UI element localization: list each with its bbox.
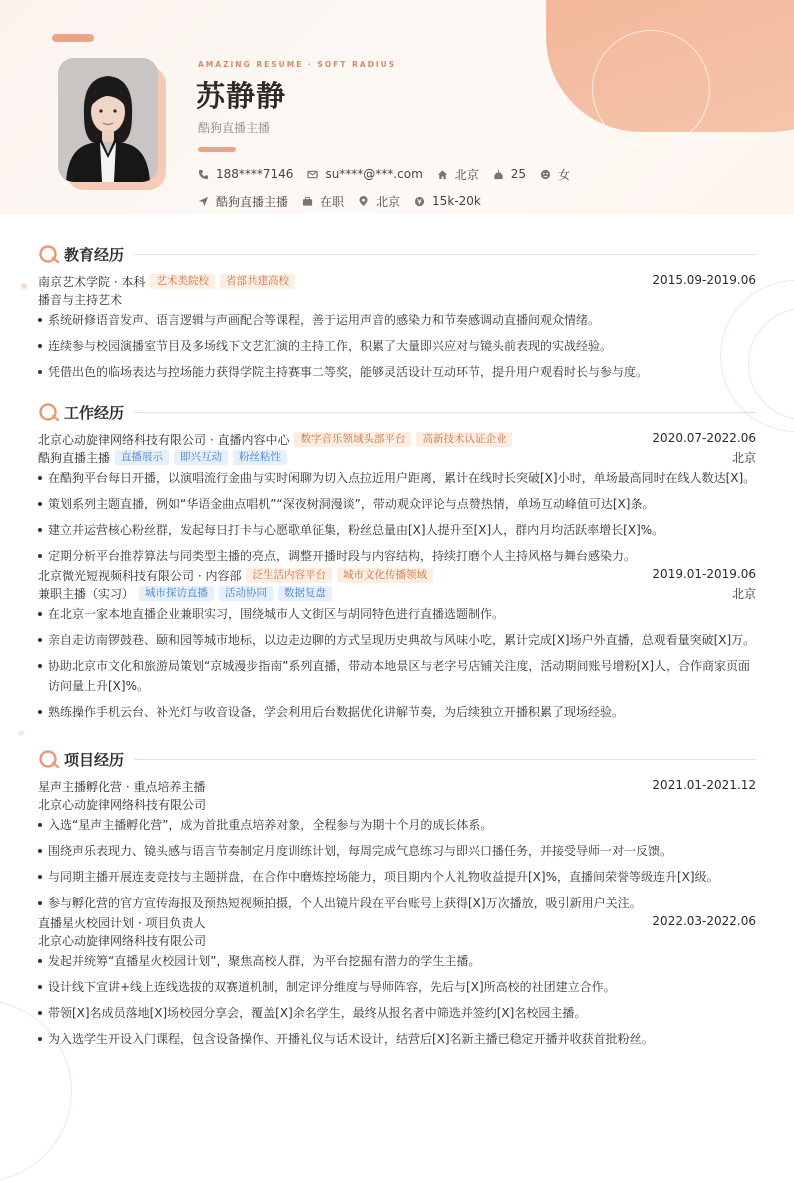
education-major: 播音与主持艺术 bbox=[38, 293, 123, 307]
list-item: 系统研修语音发声、语言逻辑与声画配合等课程，善于运用声音的感染力和节奏感调动直播间观众情绪。 bbox=[38, 310, 756, 330]
section-title-icon bbox=[38, 401, 60, 423]
list-item: 建立并运营核心粉丝群，发起每日打卡与心愿歌单征集，粉丝总量由[X]人提升至[X]人，群内月均活跃率增长[X]%。 bbox=[38, 520, 756, 540]
education-date: 2015.09-2019.06 bbox=[652, 273, 756, 287]
list-item: 亲自走访南锣鼓巷、颐和园等城市地标，以边走边聊的方式呈现历史典故与风味小吃，累计完成[X]场户外直播，总观看量突破[X]万。 bbox=[38, 630, 756, 650]
company-name: 北京心动旋律网络科技有限公司 · 直播内容中心 bbox=[38, 433, 290, 447]
school-tag: 省部共建高校 bbox=[220, 274, 295, 289]
section-title-icon bbox=[38, 243, 60, 265]
mail-icon bbox=[307, 169, 318, 180]
section-title-icon bbox=[38, 748, 60, 770]
list-item: 连续参与校园演播室节目及多场线下文艺汇演的主持工作，积累了大量即兴应对与镜头前表现的实战经验。 bbox=[38, 336, 756, 356]
list-item: 为入选学生开设入门课程，包含设备操作、开播礼仪与话术设计，结营后[X]名新主播已稳定开播并收获首批粉丝。 bbox=[38, 1029, 756, 1049]
intent-salary: 15k-20k bbox=[414, 194, 481, 208]
job-bullets bbox=[38, 604, 756, 722]
role-tag: 直播展示 bbox=[115, 450, 169, 465]
company-tag: 高新技术认证企业 bbox=[416, 432, 512, 447]
work-section bbox=[38, 401, 756, 728]
job-intent-row bbox=[198, 193, 495, 209]
home-icon bbox=[437, 169, 448, 180]
header-accent-pill bbox=[52, 34, 94, 42]
section-divider bbox=[134, 759, 756, 760]
list-item: 凭借出色的临场表达与控场能力获得学院主持赛事二等奖，能够灵活设计互动环节，提升用户观看时长与参与度。 bbox=[38, 362, 756, 382]
role-tag: 活动协同 bbox=[219, 586, 273, 601]
contact-age: 25 bbox=[493, 167, 526, 181]
section-title: 工作经历 bbox=[64, 403, 125, 422]
avatar bbox=[58, 58, 158, 182]
name-underline bbox=[198, 147, 236, 152]
section-divider bbox=[134, 254, 756, 255]
project-name: 星声主播孵化营 · 重点培养主播 bbox=[38, 780, 206, 794]
project-org: 北京心动旋律网络科技有限公司 bbox=[38, 798, 207, 812]
job-role-row bbox=[38, 449, 756, 467]
list-item: 与同期主播开展连麦竞技与主题拼盘，在合作中磨炼控场能力，项目期内个人礼物收益提升[X]%，直播间荣誉等级连升[X]级。 bbox=[38, 867, 756, 887]
school-name: 南京艺术学院 · 本科 bbox=[38, 275, 146, 289]
cake-icon bbox=[493, 169, 504, 180]
education-entry-header bbox=[38, 273, 756, 291]
list-item: 围绕声乐表现力、镜头感与语言节奏制定月度训练计划，每周完成气息练习与即兴口播任务，并接受导师一对一反馈。 bbox=[38, 841, 756, 861]
projects-section bbox=[38, 748, 756, 1055]
project-date: 2021.01-2021.12 bbox=[652, 778, 756, 792]
list-item: 带领[X]名成员落地[X]场校园分享会，覆盖[X]余名学生，最终从报名者中筛选并签约[X]名校园主播。 bbox=[38, 1003, 756, 1023]
job-city: 北京 bbox=[731, 451, 756, 465]
list-item: 入选“星声主播孵化营”，成为首批重点培养对象，全程参与为期十个月的成长体系。 bbox=[38, 815, 756, 835]
project-name: 直播星火校园计划 · 项目负责人 bbox=[38, 916, 206, 930]
gender-icon bbox=[540, 169, 551, 180]
salary-icon bbox=[414, 196, 425, 207]
project-org: 北京心动旋律网络科技有限公司 bbox=[38, 934, 207, 948]
list-item: 协助北京市文化和旅游局策划“京城漫步指南”系列直播，带动本地景区与老字号店铺关注度，活动期间账号增粉[X]人，合作商家页面访问量上升[X]%。 bbox=[38, 656, 756, 696]
list-item: 参与孵化营的官方宣传海报及预热短视频拍摄，个人出镜片段在平台账号上获得[X]万次播放，吸引新用户关注。 bbox=[38, 893, 756, 913]
job-date: 2019.01-2019.06 bbox=[652, 567, 756, 581]
section-title: 教育经历 bbox=[64, 245, 125, 264]
list-item: 发起并统筹“直播星火校园计划”，聚焦高校人群，为平台挖掘有潜力的学生主播。 bbox=[38, 951, 756, 971]
project-date: 2022.03-2022.06 bbox=[652, 914, 756, 928]
role-tag: 即兴互动 bbox=[174, 450, 228, 465]
job-role: 兼职主播（实习） bbox=[38, 587, 135, 601]
contact-email: su****@***.com bbox=[307, 167, 422, 181]
project-entry-header bbox=[38, 914, 756, 932]
company-tag: 泛生活内容平台 bbox=[246, 568, 332, 583]
contact-gender: 女 bbox=[540, 166, 570, 183]
company-name: 北京微光短视频科技有限公司 · 内容部 bbox=[38, 569, 242, 583]
job-entry-header bbox=[38, 431, 756, 449]
header-decor-ring bbox=[592, 30, 710, 148]
project-bullets bbox=[38, 815, 756, 913]
location-pin-icon bbox=[358, 196, 369, 207]
contact-row bbox=[198, 166, 584, 182]
section-divider bbox=[134, 412, 756, 413]
job-bullets bbox=[38, 468, 756, 566]
section-header bbox=[38, 243, 756, 265]
decor-dot bbox=[18, 730, 24, 736]
job-role-row bbox=[38, 585, 756, 603]
list-item: 定期分析平台推荐算法与同类型主播的亮点，调整开播时段与内容结构，持续打磨个人主持风格与舞台感染力。 bbox=[38, 546, 756, 566]
project-bullets bbox=[38, 951, 756, 1049]
intent-position: 酷狗直播主播 bbox=[198, 193, 288, 210]
role-tag: 粉丝粘性 bbox=[233, 450, 287, 465]
contact-hometown: 北京 bbox=[437, 166, 479, 183]
job-entry-header bbox=[38, 567, 756, 585]
list-item: 在北京一家本地直播企业兼职实习，围绕城市人文街区与胡同特色进行直播选题制作。 bbox=[38, 604, 756, 624]
candidate-title: 酷狗直播主播 bbox=[198, 121, 271, 135]
list-item: 设计线下宣讲+线上连线选拔的双赛道机制，制定评分维度与导师阵容，先后与[X]所高校的社团建立合作。 bbox=[38, 977, 756, 997]
phone-icon bbox=[198, 169, 209, 180]
list-item: 熟练操作手机云台、补光灯与收音设备，学会利用后台数据优化讲解节奏，为后续独立开播积累了现场经验。 bbox=[38, 702, 756, 722]
role-tag: 城市探访直播 bbox=[139, 586, 214, 601]
project-entry-header bbox=[38, 778, 756, 796]
intent-city: 北京 bbox=[358, 193, 400, 210]
briefcase-icon bbox=[302, 196, 313, 207]
decor-dot bbox=[21, 283, 27, 289]
header-kicker: AMAZING RESUME · SOFT RADIUS bbox=[198, 60, 397, 69]
school-tag: 艺术类院校 bbox=[150, 274, 215, 289]
company-tag: 数字音乐领域头部平台 bbox=[294, 432, 411, 447]
job-date: 2020.07-2022.06 bbox=[652, 431, 756, 445]
contact-phone: 188****7146 bbox=[198, 167, 293, 181]
candidate-name: 苏静静 bbox=[196, 79, 287, 113]
company-tag: 城市文化传播领域 bbox=[337, 568, 433, 583]
list-item: 策划系列主题直播，例如“华语金曲点唱机”“深夜树洞漫谈”，带动观众评论与点赞热情，单场互动峰值可达[X]条。 bbox=[38, 494, 756, 514]
intent-status: 在职 bbox=[302, 193, 344, 210]
job-city: 北京 bbox=[731, 587, 756, 601]
education-section bbox=[38, 243, 756, 388]
education-bullets bbox=[38, 310, 756, 382]
send-icon bbox=[198, 196, 209, 207]
section-title: 项目经历 bbox=[64, 750, 125, 769]
role-tag: 数据复盘 bbox=[278, 586, 332, 601]
list-item: 在酷狗平台每日开播，以演唱流行金曲与实时闲聊为切入点拉近用户距离，累计在线时长突破[X]小时，单场最高同时在线人数达[X]。 bbox=[38, 468, 756, 488]
section-header bbox=[38, 748, 756, 770]
job-role: 酷狗直播主播 bbox=[38, 451, 111, 465]
section-header bbox=[38, 401, 756, 423]
